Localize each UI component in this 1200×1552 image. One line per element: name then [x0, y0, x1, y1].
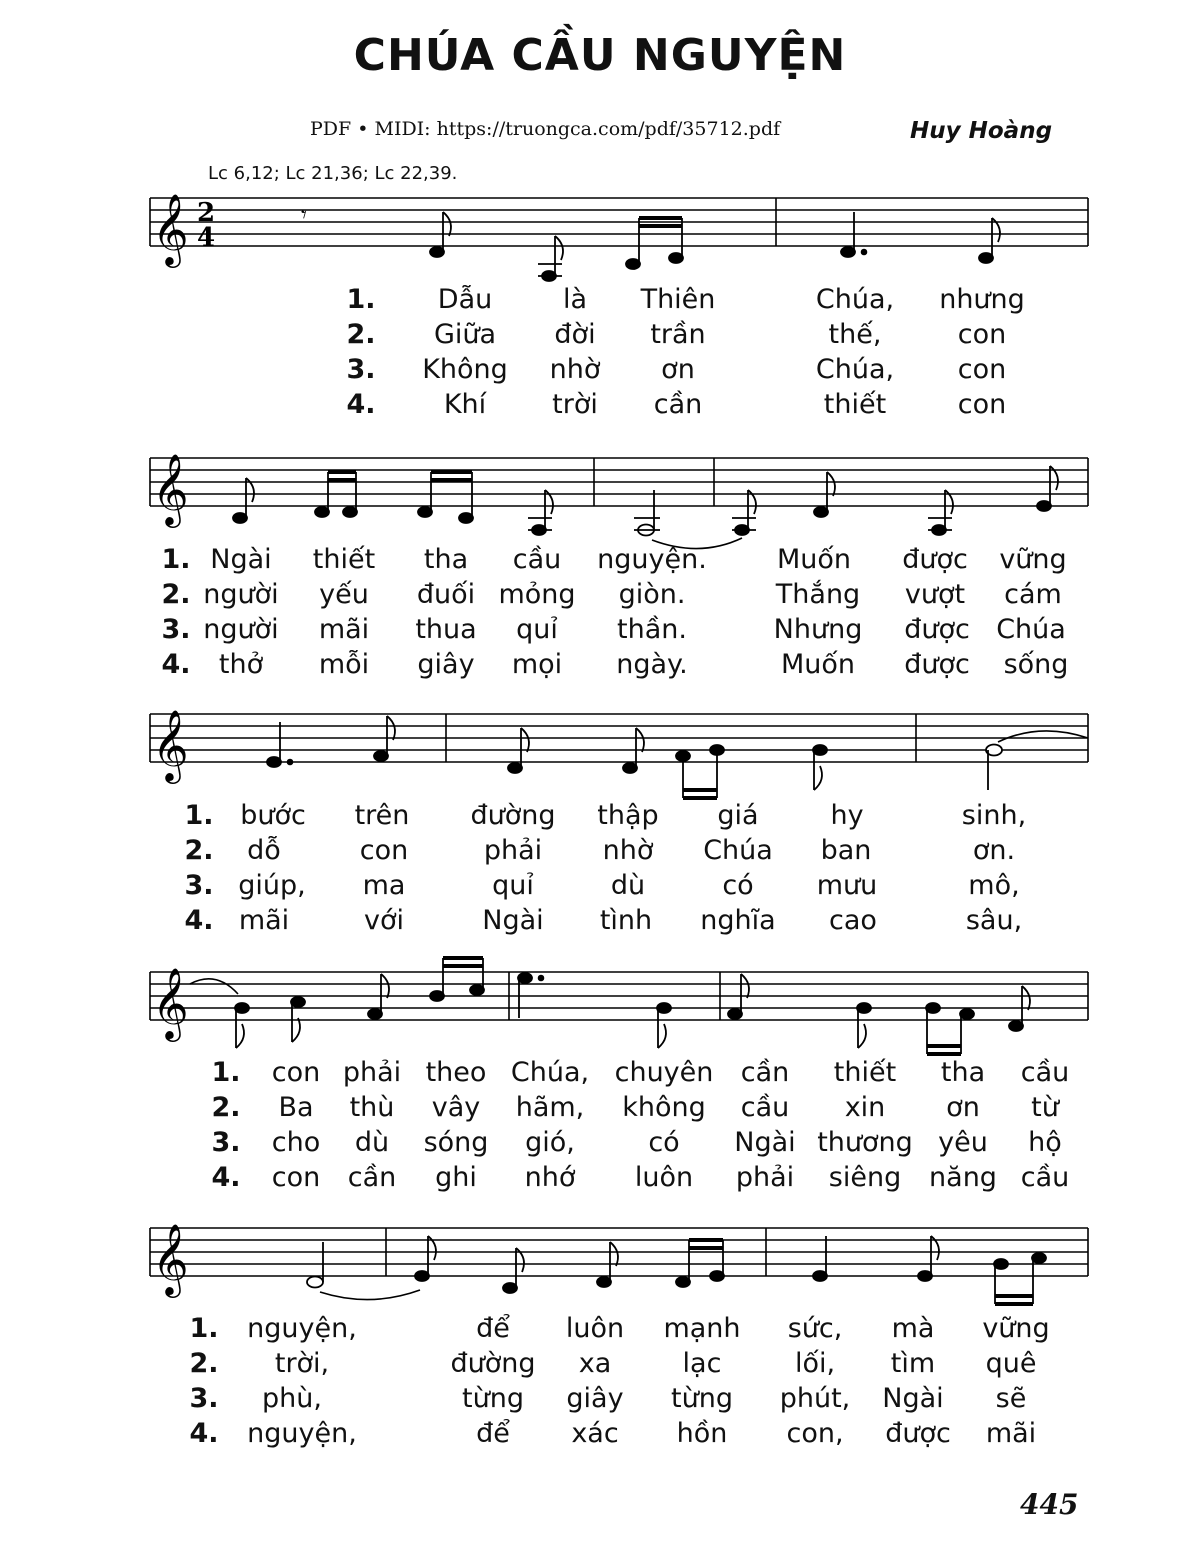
treble-clef: 𝄞	[152, 1222, 189, 1295]
lyric-word: Dẫu	[437, 284, 493, 315]
verse-line	[0, 835, 1200, 869]
verse-line	[0, 1127, 1200, 1161]
lyric-word: thiết	[833, 1057, 897, 1088]
lyric-word: Chúa,	[815, 284, 895, 315]
verse-line	[0, 1418, 1200, 1452]
time-signature-bottom: 4	[197, 223, 216, 253]
lyric-word: mạnh	[663, 1313, 741, 1344]
verse-line	[0, 905, 1200, 939]
treble-clef: 𝄞	[152, 708, 189, 781]
verse-number: 1.	[211, 1057, 241, 1088]
lyric-word: nhớ	[524, 1162, 576, 1193]
lyric-word: nhờ	[549, 354, 601, 385]
lyric-word: tìm	[890, 1348, 936, 1379]
lyric-word: thở	[218, 649, 264, 680]
lyric-word: tình	[599, 905, 653, 936]
lyric-word: Chúa	[996, 614, 1066, 645]
lyric-word: có	[648, 1127, 680, 1158]
verse-number: 4.	[161, 649, 191, 680]
lyric-word: hãm,	[515, 1092, 585, 1123]
lyric-word: phải	[735, 1162, 795, 1193]
lyric-word: phải	[483, 835, 543, 866]
time-signature-top: 2	[197, 198, 216, 228]
lyric-word: phù,	[262, 1383, 322, 1414]
lyric-word: có	[722, 870, 754, 901]
lyric-word: cho	[271, 1127, 321, 1158]
verse-line	[0, 1092, 1200, 1126]
verse-line	[0, 1313, 1200, 1347]
lyric-word: cần	[653, 389, 703, 420]
lyric-word: vượt	[904, 579, 966, 610]
lyric-word: mãi	[985, 1418, 1037, 1449]
lyric-word: thần.	[617, 614, 687, 645]
lyric-word: giây	[417, 649, 475, 680]
lyric-word: luôn	[565, 1313, 625, 1344]
lyric-word: sóng	[423, 1127, 489, 1158]
verse-line	[0, 1348, 1200, 1382]
lyric-word: luôn	[634, 1162, 694, 1193]
lyric-word: mỏng	[498, 579, 576, 610]
lyric-word: ghi	[435, 1162, 477, 1193]
lyric-word: bước	[240, 800, 306, 831]
lyric-word: Ngài	[482, 905, 544, 936]
lyric-word: lạc	[682, 1348, 722, 1379]
lyric-word: Thiên	[640, 284, 716, 315]
verse-number: 3.	[161, 614, 191, 645]
verse-line	[0, 284, 1200, 318]
verse-number: 3.	[346, 354, 376, 385]
lyric-word: giúp,	[238, 870, 306, 901]
lyric-word: hy	[830, 800, 864, 831]
verse-number: 3.	[189, 1383, 219, 1414]
lyric-word: mưu	[816, 870, 878, 901]
lyric-word: là	[562, 284, 588, 315]
lyric-word: sinh,	[961, 800, 1027, 831]
lyric-word: ơn	[661, 354, 695, 385]
lyric-word: từ	[1031, 1092, 1059, 1123]
verse-number: 3.	[184, 870, 214, 901]
lyric-word: yêu	[938, 1127, 988, 1158]
lyric-word: trần	[650, 319, 706, 350]
lyric-word: năng	[929, 1162, 997, 1193]
lyric-word: con,	[786, 1418, 844, 1449]
lyric-word: thua	[415, 614, 477, 645]
lyric-word: vững	[982, 1313, 1050, 1344]
lyric-word: được	[902, 544, 968, 575]
verse-line	[0, 870, 1200, 904]
lyric-word: đường	[450, 1348, 536, 1379]
verse-line	[0, 544, 1200, 578]
lyric-word: vững	[999, 544, 1067, 575]
lyric-word: cầu	[740, 1092, 790, 1123]
verse-line	[0, 614, 1200, 648]
lyric-word: để	[476, 1418, 510, 1449]
verse-number: 1.	[189, 1313, 219, 1344]
treble-clef: 𝄞	[152, 966, 189, 1039]
lyric-word: Muốn	[780, 649, 856, 680]
lyric-word: trên	[354, 800, 410, 831]
lyric-word: thương	[817, 1127, 913, 1158]
eighth-rest: 𝄾	[301, 203, 307, 228]
verse-line	[0, 354, 1200, 388]
lyric-word: nguyện,	[247, 1418, 357, 1449]
lyric-word: vây	[431, 1092, 481, 1123]
verse-number: 4.	[346, 389, 376, 420]
lyric-word: quỉ	[492, 870, 534, 901]
verse-line	[0, 649, 1200, 683]
verse-number: 4.	[184, 905, 214, 936]
lyric-word: Thắng	[775, 579, 861, 610]
lyric-word: sống	[1003, 649, 1069, 680]
lyric-word: trời	[552, 389, 598, 420]
lyric-word: từng	[671, 1383, 733, 1414]
verse-line	[0, 319, 1200, 353]
verse-line	[0, 800, 1200, 834]
verse-number: 4.	[211, 1162, 241, 1193]
lyric-word: Ba	[278, 1092, 314, 1123]
lyric-word: đời	[554, 319, 596, 350]
lyric-word: dù	[610, 870, 646, 901]
verse-number: 1.	[184, 800, 214, 831]
lyric-word: Chúa	[703, 835, 773, 866]
lyric-word: theo	[425, 1057, 487, 1088]
lyric-word: được	[885, 1418, 951, 1449]
lyric-word: tha	[423, 544, 469, 575]
lyric-word: con	[957, 389, 1007, 420]
lyric-word: xác	[571, 1418, 619, 1449]
lyric-word: con	[359, 835, 409, 866]
lyric-word: yếu	[319, 579, 369, 610]
verse-number: 2.	[184, 835, 214, 866]
lyric-word: Không	[422, 354, 508, 385]
lyric-word: thiết	[312, 544, 376, 575]
lyric-word: ngày.	[616, 649, 688, 680]
lyric-word: quê	[985, 1348, 1037, 1379]
composer-name: Huy Hoàng	[910, 118, 1053, 144]
verse-line	[0, 1162, 1200, 1196]
treble-clef: 𝄞	[152, 452, 189, 525]
lyric-word: cám	[1004, 579, 1062, 610]
lyric-word: thập	[597, 800, 659, 831]
verse-line	[0, 1383, 1200, 1417]
verse-number: 2.	[211, 1092, 241, 1123]
lyric-word: Chúa,	[510, 1057, 590, 1088]
lyric-word: con	[271, 1162, 321, 1193]
scripture-reference: Lc 6,12; Lc 21,36; Lc 22,39.	[208, 163, 458, 184]
lyric-word: giá	[717, 800, 759, 831]
verse-number: 1.	[161, 544, 191, 575]
lyric-word: Ngài	[882, 1383, 944, 1414]
lyric-word: gió,	[525, 1127, 575, 1158]
source-link[interactable]: PDF • MIDI: https://truongca.com/pdf/35712.pdf	[310, 118, 781, 140]
lyric-word: đường	[470, 800, 556, 831]
lyric-word: Ngài	[210, 544, 272, 575]
lyric-word: sức,	[787, 1313, 843, 1344]
lyric-word: Muốn	[776, 544, 852, 575]
lyric-word: ban	[820, 835, 872, 866]
verse-number: 2.	[161, 579, 191, 610]
lyric-word: cầu	[512, 544, 562, 575]
lyric-word: siêng	[828, 1162, 902, 1193]
lyric-word: con	[271, 1057, 321, 1088]
lyric-word: sâu,	[965, 905, 1023, 936]
lyric-word: cầu	[1020, 1057, 1070, 1088]
lyric-word: con	[957, 354, 1007, 385]
lyric-word: nhờ	[602, 835, 654, 866]
page-number: 445	[1020, 1488, 1079, 1521]
lyric-word: con	[957, 319, 1007, 350]
lyric-word: nguyện.	[597, 544, 707, 575]
lyric-word: giây	[566, 1383, 624, 1414]
lyric-word: với	[364, 905, 404, 936]
lyric-word: quỉ	[516, 614, 558, 645]
lyric-word: ơn	[946, 1092, 980, 1123]
lyric-word: dỗ	[247, 835, 281, 866]
lyric-word: chuyên	[614, 1057, 714, 1088]
lyric-word: hồn	[676, 1418, 728, 1449]
lyric-word: không	[622, 1092, 706, 1123]
lyric-word: nhưng	[939, 284, 1025, 315]
lyric-word: tha	[940, 1057, 986, 1088]
lyric-word: cao	[829, 905, 877, 936]
lyric-word: từng	[462, 1383, 524, 1414]
lyric-word: dù	[354, 1127, 390, 1158]
lyric-word: được	[904, 614, 970, 645]
lyric-word: cần	[740, 1057, 790, 1088]
lyric-word: mãi	[318, 614, 370, 645]
lyric-word: Khí	[443, 389, 487, 420]
lyric-word: thế,	[828, 319, 882, 350]
lyric-word: Giữa	[433, 319, 497, 350]
verse-number: 1.	[346, 284, 376, 315]
lyric-word: phải	[342, 1057, 402, 1088]
verse-number: 3.	[211, 1127, 241, 1158]
lyric-word: lối,	[794, 1348, 836, 1379]
lyric-word: cần	[347, 1162, 397, 1193]
verse-number: 2.	[346, 319, 376, 350]
verse-line	[0, 389, 1200, 423]
song-title: CHÚA CẦU NGUYỆN	[353, 30, 847, 81]
lyric-word: được	[904, 649, 970, 680]
verse-number: 2.	[189, 1348, 219, 1379]
lyric-word: phút,	[779, 1383, 851, 1414]
lyric-word: người	[203, 579, 279, 610]
lyric-word: để	[476, 1313, 510, 1344]
lyric-word: sẽ	[995, 1383, 1027, 1414]
lyric-word: ma	[362, 870, 406, 901]
lyric-word: mà	[891, 1313, 935, 1344]
lyric-word: giòn.	[618, 579, 686, 610]
lyric-word: Ngài	[734, 1127, 796, 1158]
lyric-word: hộ	[1028, 1127, 1062, 1158]
lyric-word: người	[203, 614, 279, 645]
lyric-word: thiết	[823, 389, 887, 420]
lyric-word: ơn.	[972, 835, 1016, 866]
verse-number: 4.	[189, 1418, 219, 1449]
lyric-word: nghĩa	[700, 905, 776, 936]
lyric-word: xa	[578, 1348, 612, 1379]
lyric-word: mô,	[968, 870, 1020, 901]
lyric-word: mọi	[511, 649, 563, 680]
verse-line	[0, 579, 1200, 613]
lyric-word: nguyện,	[247, 1313, 357, 1344]
lyric-word: trời,	[274, 1348, 330, 1379]
lyric-word: mỗi	[318, 649, 370, 680]
lyric-word: thù	[349, 1092, 395, 1123]
lyric-word: mãi	[238, 905, 290, 936]
lyric-word: Chúa,	[815, 354, 895, 385]
lyric-word: cầu	[1020, 1162, 1070, 1193]
verse-line	[0, 1057, 1200, 1091]
lyric-word: Nhưng	[773, 614, 863, 645]
lyric-word: đuối	[416, 579, 476, 610]
lyric-word: xin	[844, 1092, 886, 1123]
treble-clef: 𝄞	[152, 192, 189, 265]
